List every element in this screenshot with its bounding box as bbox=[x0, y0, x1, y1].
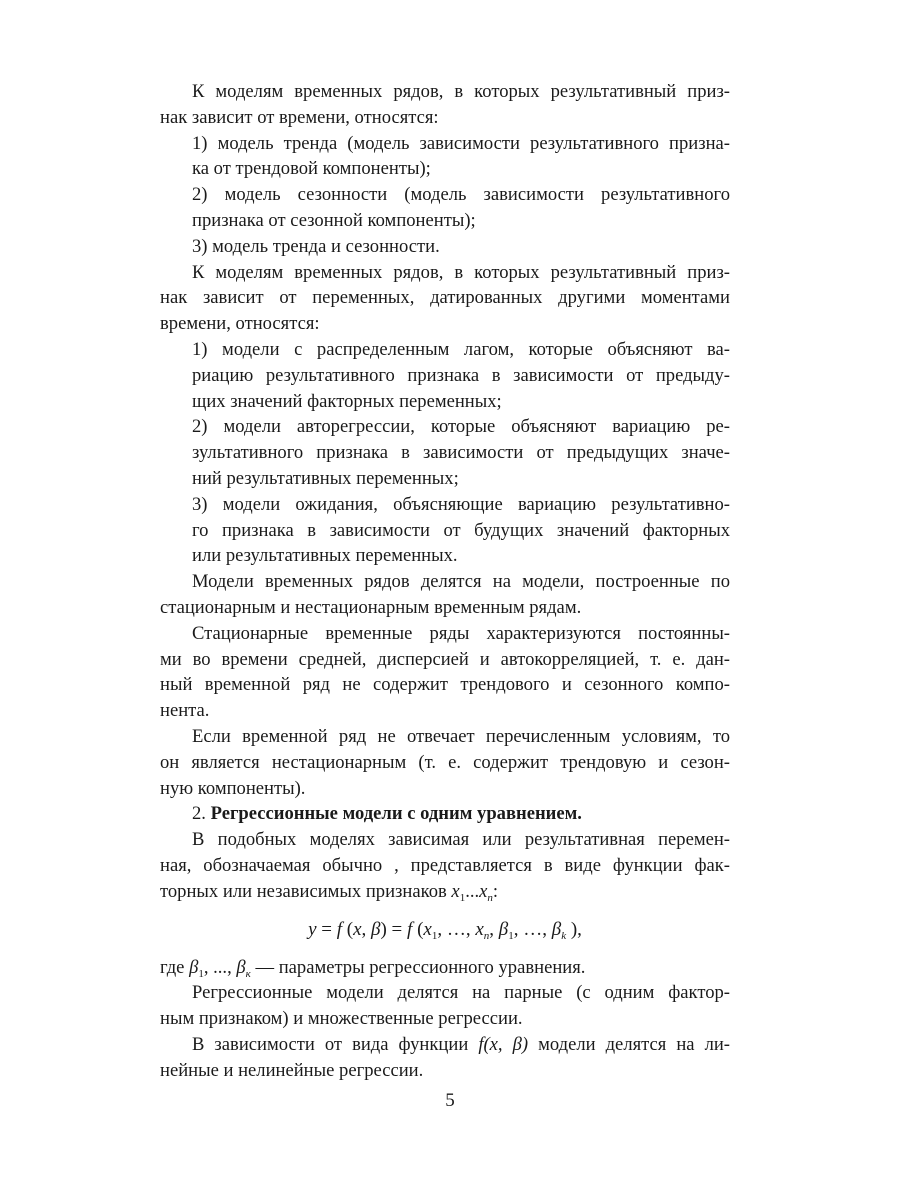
text-run: ная, обозначаемая обычно , представляется в виде функции фак- bbox=[160, 854, 730, 876]
text-run: Если временной ряд не отвечает перечисленным условиям, то bbox=[192, 725, 730, 747]
text-run: нента. bbox=[160, 700, 210, 722]
text-run: где bbox=[160, 956, 190, 978]
text-run: f(x, β) bbox=[478, 1033, 529, 1055]
text-line bbox=[160, 672, 730, 698]
text-run: времени, относятся: bbox=[160, 313, 320, 335]
text-line bbox=[160, 414, 730, 440]
text-run: , bbox=[489, 918, 499, 940]
text-line bbox=[160, 311, 730, 337]
text-run: В подобных моделях зависимая или результативная перемен- bbox=[192, 829, 730, 851]
text-run: n bbox=[483, 929, 490, 942]
text-run: зультативного признака в зависимости от предыдущих значе- bbox=[192, 442, 730, 464]
text-run: , …, bbox=[513, 918, 552, 940]
text-run: ( bbox=[412, 918, 424, 940]
text-run: x bbox=[479, 880, 488, 902]
text-run: 3) модели ожидания, объясняющие вариацию результативно- bbox=[192, 493, 730, 515]
text-run: В зависимости от вида функции bbox=[192, 1033, 479, 1055]
text-run: ным признаком) и множественные регрессии. bbox=[160, 1008, 523, 1030]
text-run: или результативных переменных. bbox=[192, 545, 458, 567]
text-run: 3) модель тренда и сезонности. bbox=[192, 235, 440, 257]
text-run: f bbox=[407, 918, 413, 940]
text-line bbox=[160, 750, 730, 776]
text-run: 2. bbox=[192, 803, 211, 825]
text-run: — параметры регрессионного уравнения. bbox=[250, 956, 586, 978]
text-line bbox=[160, 621, 730, 647]
text-run: 1) модели с распределенным лагом, которые объясняют ва- bbox=[192, 338, 730, 360]
text-run: го признака в зависимости от будущих значений факторных bbox=[192, 519, 730, 541]
text-line bbox=[160, 647, 730, 673]
text-run: нак зависит от времени, относятся: bbox=[160, 106, 439, 128]
text-run: щих значений факторных переменных; bbox=[192, 390, 502, 412]
text-run: 2) модели авторегрессии, которые объясняют вариацию ре- bbox=[192, 416, 730, 438]
text-run: ( bbox=[342, 918, 354, 940]
text-run: 1) модель тренда (модель зависимости результативного призна- bbox=[192, 132, 730, 154]
text-run: , bbox=[361, 918, 372, 940]
text-run: β bbox=[371, 918, 381, 940]
text-line bbox=[160, 1032, 730, 1058]
text-run: ный временной ряд не содержит трендового и сезонного компо- bbox=[160, 674, 730, 696]
text-line bbox=[160, 1058, 730, 1084]
text-line bbox=[160, 79, 730, 105]
text-line bbox=[160, 492, 730, 518]
text-run: он является нестационарным (т. е. содержит трендовую и сезон- bbox=[160, 751, 730, 773]
text-line bbox=[160, 440, 730, 466]
text-line bbox=[160, 827, 730, 853]
text-line bbox=[160, 234, 730, 260]
text-run: β bbox=[189, 956, 199, 978]
text-line bbox=[160, 1006, 730, 1032]
text-run: Стационарные временные ряды характеризуются постоянны- bbox=[192, 622, 730, 644]
text-run: 1 bbox=[459, 891, 466, 904]
text-line bbox=[160, 337, 730, 363]
text-run: к bbox=[245, 967, 251, 980]
text-run: К моделям временных рядов, в которых результативный приз- bbox=[192, 261, 730, 283]
text-run: ний результативных переменных; bbox=[192, 467, 459, 489]
text-run: ... bbox=[465, 880, 480, 902]
text-run: Регрессионные модели делятся на парные (с одним фактор- bbox=[192, 982, 730, 1004]
text-line bbox=[160, 285, 730, 311]
text-line bbox=[160, 543, 730, 569]
text-run: модели делятся на ли- bbox=[528, 1033, 730, 1055]
text-run: признака от сезонной компоненты); bbox=[192, 209, 476, 231]
text-line bbox=[160, 182, 730, 208]
text-line bbox=[160, 518, 730, 544]
text-line bbox=[160, 389, 730, 415]
text-line bbox=[160, 955, 730, 981]
text-run: k bbox=[561, 929, 567, 942]
page-body bbox=[160, 79, 730, 1083]
text-run: ную компоненты). bbox=[160, 777, 306, 799]
text-run: ми во времени средней, дисперсией и автокорреляцией, т. е. дан- bbox=[160, 648, 730, 670]
text-run: , ..., bbox=[203, 956, 237, 978]
text-run: риацию результативного признака в зависимости от предыду- bbox=[192, 364, 730, 386]
text-run: x bbox=[475, 918, 484, 940]
text-line bbox=[160, 363, 730, 389]
text-run: 1 bbox=[508, 929, 514, 942]
text-run: ) = bbox=[380, 918, 408, 940]
text-line bbox=[160, 776, 730, 802]
text-run: К моделям временных рядов, в которых результативный приз- bbox=[192, 81, 730, 102]
text-line bbox=[160, 595, 730, 621]
text-run: = bbox=[316, 918, 337, 940]
text-line bbox=[160, 466, 730, 492]
text-run: x bbox=[423, 918, 432, 940]
text-run: нейные и нелинейные регрессии. bbox=[160, 1059, 424, 1081]
text-line bbox=[160, 879, 730, 905]
text-line bbox=[160, 260, 730, 286]
text-run: : bbox=[492, 880, 499, 902]
regression-formula bbox=[160, 905, 730, 955]
text-run: ), bbox=[566, 918, 582, 940]
text-line bbox=[160, 131, 730, 157]
bold-heading: Регрессионные модели с одним уравнением. bbox=[210, 803, 582, 825]
text-run: ка от трендовой компоненты); bbox=[192, 158, 431, 180]
text-line bbox=[160, 105, 730, 131]
text-run: x bbox=[353, 918, 362, 940]
text-line bbox=[160, 801, 730, 827]
text-run: f bbox=[336, 918, 342, 940]
text-run: 1 bbox=[431, 929, 438, 942]
text-run: β bbox=[551, 918, 562, 940]
text-line bbox=[160, 724, 730, 750]
text-run: β bbox=[498, 918, 509, 940]
text-line bbox=[160, 208, 730, 234]
text-run: 2) модель сезонности (модель зависимости результативного bbox=[192, 184, 730, 206]
text-run: стационарным и нестационарным временным рядам. bbox=[160, 596, 582, 618]
text-run: торных или независимых признаков bbox=[160, 880, 452, 902]
text-run: β bbox=[236, 956, 246, 978]
text-run: Модели временных рядов делятся на модели, построенные по bbox=[192, 571, 730, 593]
text-run: x bbox=[451, 880, 460, 902]
text-line bbox=[160, 569, 730, 595]
text-run: , …, bbox=[437, 918, 476, 940]
text-line bbox=[160, 698, 730, 724]
text-line bbox=[160, 156, 730, 182]
text-run: n bbox=[487, 891, 493, 904]
text-run: нак зависит от переменных, датированных другими моментами bbox=[160, 287, 730, 309]
text-run: 1 bbox=[198, 967, 204, 980]
text-line bbox=[160, 853, 730, 879]
text-line bbox=[160, 980, 730, 1006]
text-run: y bbox=[308, 918, 317, 940]
page-number: 5 bbox=[445, 1090, 455, 1111]
